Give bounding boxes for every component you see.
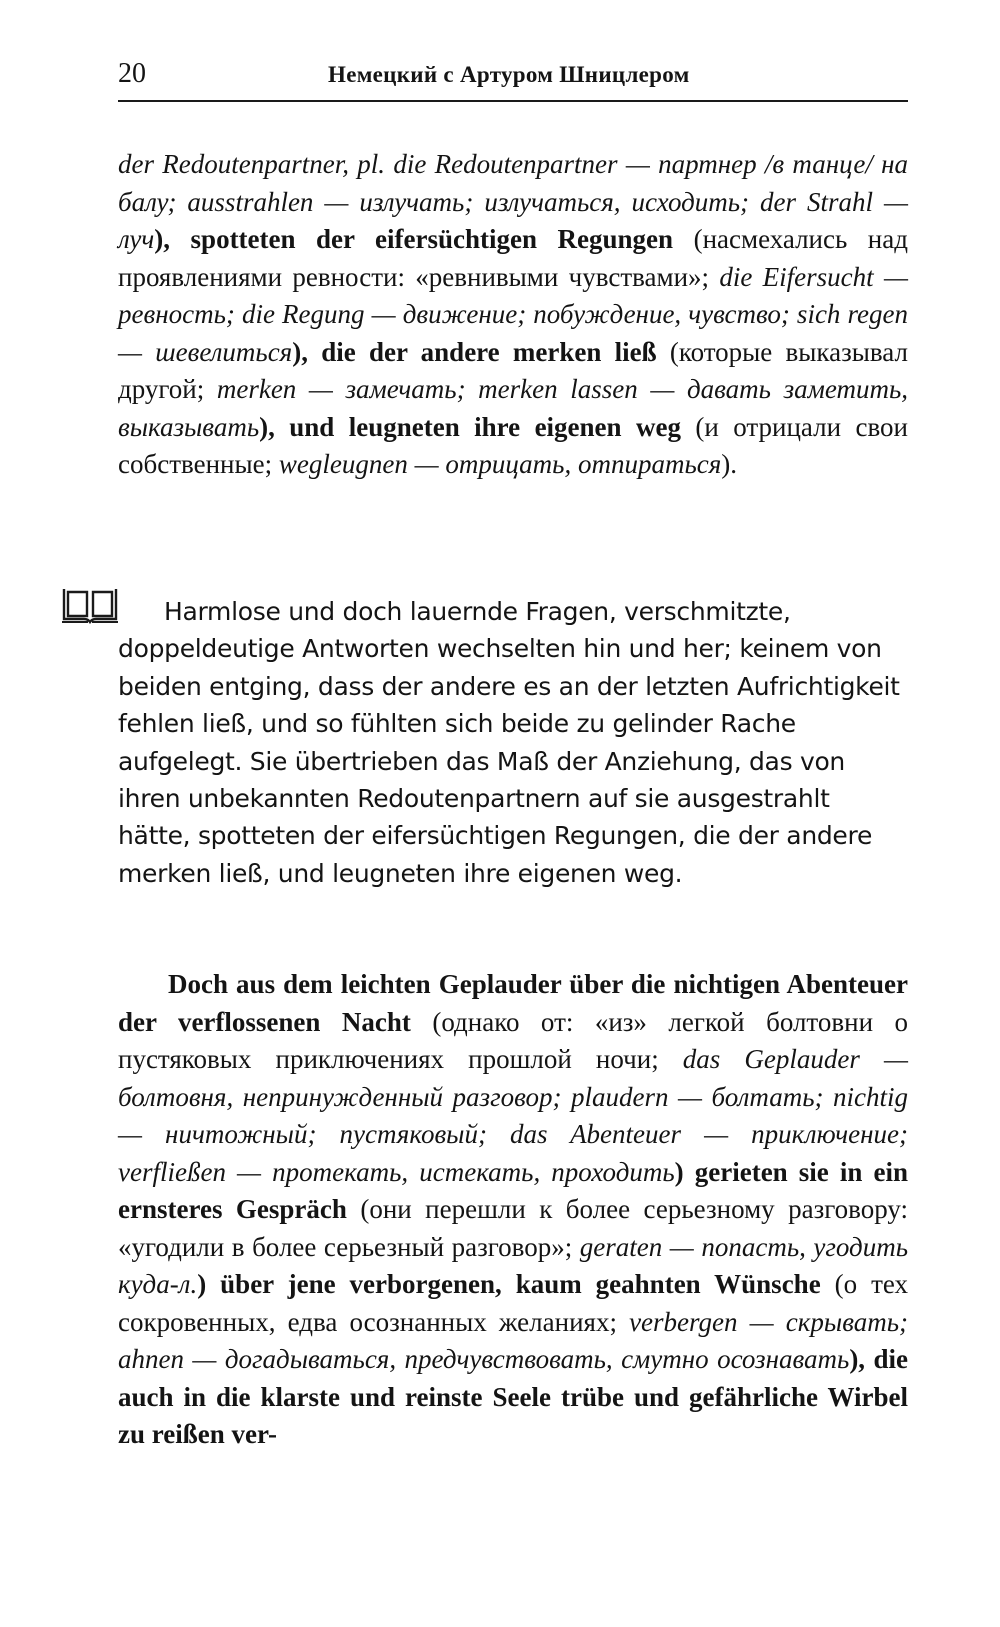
vocab-note: der Redoutenpartner, pl. die Redoutenpartner — партнер /в танце/ на балу; ausstrahlen — излучать; излучаться, исходить; der Strahl — луч (118, 149, 908, 254)
running-title: Немецкий с Артуром Шницлером (328, 62, 690, 87)
closing-punctuation: ). (721, 449, 738, 479)
page-header (118, 56, 908, 102)
translation: (насмехались над проявлениями ревности: «ревнивыми чувствами»; (118, 224, 908, 292)
vocab-note: merken — замечать; merken lassen — давать заметить, выказывать (118, 374, 908, 442)
translation: (о тех сокровенных, едва осознанных желаниях; (118, 1269, 909, 1337)
page-number: 20 (118, 58, 146, 89)
vocab-note: geraten — попасть, угодить куда-л. (118, 1231, 908, 1299)
commentary-paragraph-1 (118, 146, 908, 484)
translation: (однако от: «из» легкой болтовни о пустяковых приключениях прошлой ночи; (118, 1006, 908, 1074)
vocab-note: das Geplauder — болтовня, непринужденный разговор; plaudern — болтать; nichtig — ничтожный; пустяковый; das Abenteuer — приключение; verfließen — протекать, истекать, проходить (118, 1044, 908, 1187)
german-phrase: ) über jene verborgenen, kaum geahnten Wünsche (197, 1269, 821, 1299)
german-phrase: ), spotteten der eifersüchtigen Regungen (154, 224, 674, 254)
vocab-note: verbergen — скрывать; ahnen — догадываться, предчувствовать, смутно осознавать (118, 1306, 909, 1374)
translation: (они перешли к более серьезному разговору: «угодили в более серьезный разговор»; (118, 1194, 908, 1262)
vocab-note: wegleugnen — отрицать, отпираться (278, 449, 722, 479)
translation: (которые выказывал другой; (118, 336, 908, 404)
german-phrase: Doch aus dem leichten Geplauder über die nichtigen Abenteuer der verflossenen Nacht (118, 969, 908, 1037)
commentary-paragraph-2 (118, 966, 908, 1454)
open-book-icon (60, 586, 120, 626)
translation: (и отрицали свои собственные; (118, 411, 908, 479)
german-phrase: ), die der andere merken ließ (292, 336, 657, 367)
german-phrase: ) gerieten sie in ein ernsteres Gespräch (118, 1156, 909, 1224)
german-phrase: ), und leugneten ihre eigenen weg (259, 411, 681, 442)
german-phrase: ), die auch in die klarste und reinste Seele trübe und gefährliche Wirbel zu reißen ver- (118, 1344, 908, 1449)
vocab-note: die Eifersucht — ревность; die Regung — движение; побуждение, чувство; sich regen — шевелиться (118, 261, 908, 367)
reading-paragraph: Harmlose und doch lauernde Fragen, verschmitzte, doppeldeutige Antworten wechselten hin und her; keinem von beiden entging, dass der andere es an der letzten Aufrichtigkeit fehlen ließ, und so fühlten sich beide zu gelinder Rache aufgelegt. Sie übertrieben das Maß der Anziehung, das von ihren unbekannten Redoutenpartnern auf sie ausgestrahlt hätte, spotteten der eifersüchtigen Regungen, die der andere merken ließ, und leugneten ihre eigenen weg. (118, 597, 900, 888)
